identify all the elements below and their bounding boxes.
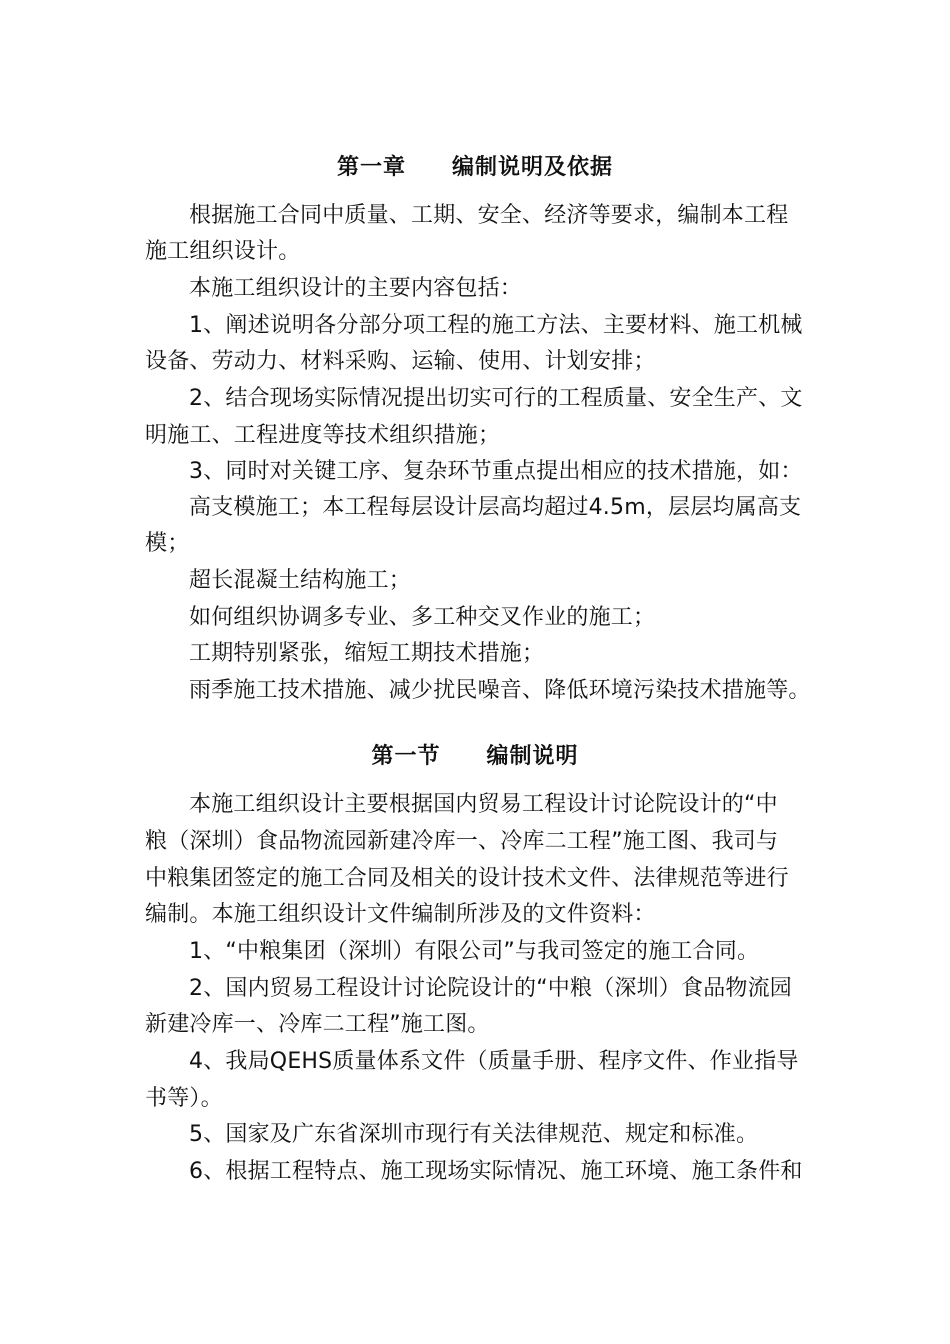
paragraph-line: 粮（深圳）食品物流园新建冷库一、冷库二工程”施工图、我司与 xyxy=(145,829,779,854)
paragraph-line: 本施工组织设计主要根据国内贸易工程设计讨论院设计的“中 xyxy=(189,792,778,817)
paragraph-line: 4、我局QEHS质量体系文件（质量手册、程序文件、作业指导 xyxy=(189,1049,799,1074)
paragraph-line: 模； xyxy=(145,531,190,556)
chapter-title: 第一章 编制说明及依据 xyxy=(336,155,613,180)
section-title: 第一节 编制说明 xyxy=(371,744,579,769)
paragraph-line: 施工组织设计。 xyxy=(145,239,301,264)
paragraph-line: 超长混凝土结构施工； xyxy=(189,568,412,593)
paragraph-line: 5、国家及广东省深圳市现行有关法律规范、规定和标准。 xyxy=(189,1122,759,1147)
paragraph-line: 书等）。 xyxy=(145,1086,223,1111)
paragraph-line: 如何组织协调多专业、多工种交叉作业的施工； xyxy=(189,605,656,630)
paragraph-line: 根据施工合同中质量、工期、安全、经济等要求，编制本工程 xyxy=(189,203,789,228)
paragraph-line: 2、国内贸易工程设计讨论院设计的“中粮（深圳）食品物流园 xyxy=(189,976,792,1001)
paragraph-line: 新建冷库一、冷库二工程”施工图。 xyxy=(145,1012,490,1037)
paragraph-line: 设备、劳动力、材料采购、运输、使用、计划安排； xyxy=(145,349,656,374)
paragraph-line: 雨季施工技术措施、减少扰民噪音、降低环境污染技术措施等。 xyxy=(189,678,811,703)
paragraph-line: 明施工、工程进度等技术组织措施； xyxy=(145,423,501,448)
paragraph-line: 1、阐述说明各分部分项工程的施工方法、主要材料、施工机械 xyxy=(189,313,803,338)
paragraph-line: 1、“中粮集团（深圳）有限公司”与我司签定的施工合同。 xyxy=(189,939,760,964)
paragraph-line: 3、同时对关键工序、复杂环节重点提出相应的技术措施，如： xyxy=(189,459,803,484)
paragraph-line: 工期特别紧张，缩短工期技术措施； xyxy=(189,641,545,666)
paragraph-line: 6、根据工程特点、施工现场实际情况、施工环境、施工条件和 xyxy=(189,1159,803,1184)
paragraph-line: 本施工组织设计的主要内容包括： xyxy=(189,276,523,301)
paragraph-line: 编制。本施工组织设计文件编制所涉及的文件资料： xyxy=(145,902,656,927)
paragraph-line: 中粮集团签定的施工合同及相关的设计技术文件、法律规范等进行 xyxy=(145,866,789,891)
paragraph-line: 2、结合现场实际情况提出切实可行的工程质量、安全生产、文 xyxy=(189,386,803,411)
paragraph-line: 高支模施工；本工程每层设计层高均超过4.5m，层层均属高支 xyxy=(189,495,802,520)
